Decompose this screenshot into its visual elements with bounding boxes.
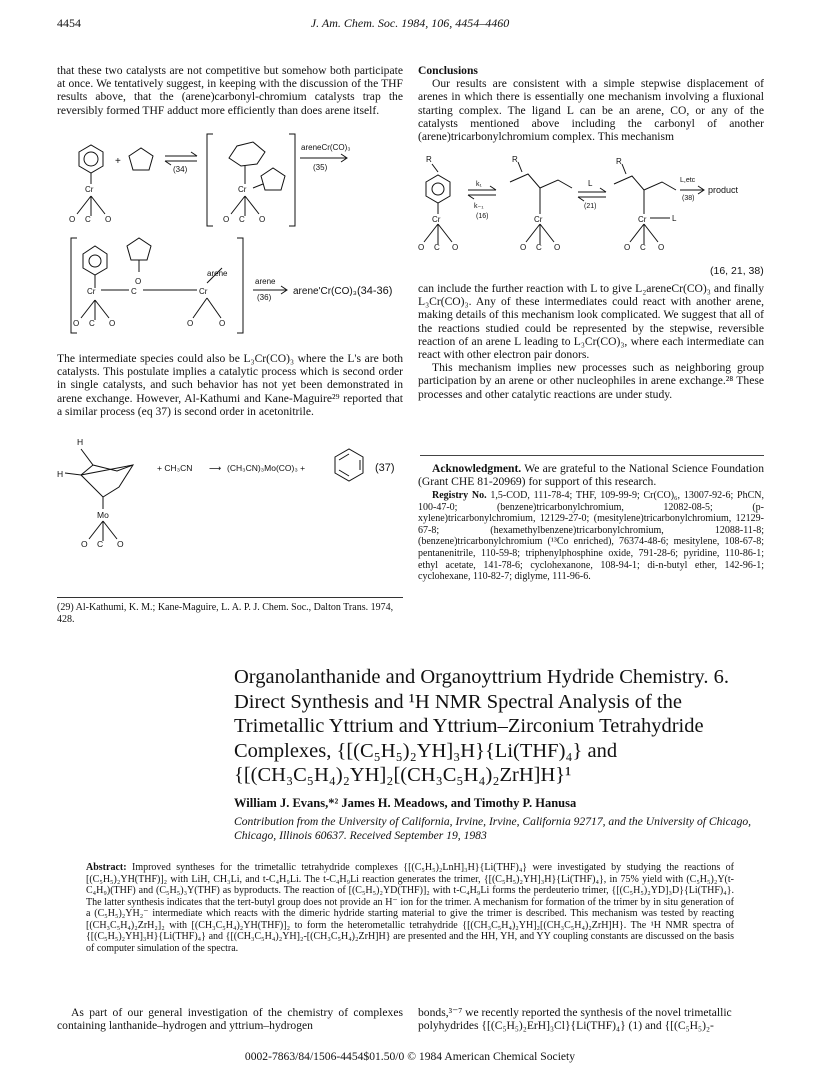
journal-citation: J. Am. Chem. Soc. 1984, 106, 4454–4460 [310,16,510,30]
registry-heading: Registry No. [432,490,487,501]
ack-heading: Acknowledgment. [432,462,522,475]
acknowledgment [418,462,764,488]
right-mechanism-paragraphs [418,282,764,401]
conclusions-text: Our results are consistent with a simple stepwise displacement of arenes in which there is essentially one mechanism involving a fluxional starting complex. The ligand L can be an arene, CO, or any of the catalysts mentioned above including the carbonyl of another (arene)tricarbonylchromium complex. This mechanism [418,77,764,144]
rate-label-38: (38) [682,195,695,202]
cr-label: Cr [85,185,94,194]
copyright-footer: 0002-7863/84/1506-4454$01.50/0 © 1984 American Chemical Society [244,1050,576,1063]
svg-text:O: O [109,319,116,328]
mo-label: Mo [97,510,109,520]
svg-text:C: C [434,243,440,252]
svg-text:O: O [105,215,112,224]
registry-text: 1,5-COD, 111-78-4; THF, 109-99-9; Cr(CO)₆, 13007-92-6; PhCN, 100-47-0; (benzene)tricarbonylchromium, 12082-08-5; (p-xylene)tricarbonylchromium, 12129-27-0; (mesitylene)tricarbonylchromium, 12129-67-8; (hexamethylbenzene)tricarbonylchromium, 12088-11-8; (benzene)tricarbonylchromium (¹³Co enriched), 76374-48-6; mesitylene, 108-67-8; pentanenitrile, 110-59-8; triphenylphosphine oxide, 791-28-6; pyridine, 110-86-1; ethyl acetate, 141-78-6; cyclohexanone, 108-94-1; di-n-butyl ether, 142-96-1; cyclohexane, 110-82-7; diglyme, 111-96-6. [418,490,764,583]
svg-text:Cr: Cr [534,215,543,224]
registry-numbers [418,490,764,583]
left-intro-paragraph [57,64,403,117]
svg-text:O: O [520,243,527,252]
svg-text:C: C [85,215,91,224]
svg-text:O: O [135,277,142,286]
body-left-start [57,1006,403,1032]
svg-text:C: C [97,539,104,549]
eq37-arrow: ⟶ [209,463,222,473]
svg-text:O: O [219,319,226,328]
scheme-arene-exchange-thf [57,128,403,346]
body-right-text: bonds,³⁻⁷ we recently reported the synthesis of the novel trimetallic polyhydrides {[(C₅H₅)₂ErH]₃Cl}{Li(THF)₄} (1) and {[(C₅H₅)₂- [418,1006,732,1033]
svg-text:O: O [187,319,194,328]
rate-k-1: k₋₁ [474,203,484,210]
svg-text:O: O [658,243,665,252]
cr-label: Cr [87,287,96,296]
svg-text:C: C [239,215,245,224]
body-left-text: As part of our general investigation of the chemistry of complexes containing lanthanide–hydrogen and yttrium–hydrogen [57,1006,403,1033]
abstract [86,862,734,954]
equation-37 [57,435,403,555]
running-header [57,16,763,32]
svg-text:O: O [624,243,631,252]
scheme-arene-reagent: areneCr(CO)₃ [301,143,351,152]
abstract-text: Improved syntheses for the trimetallic tetrahydride complexes {[(C₅H₅)₂LnH]₃H}{Li(THF)₄} were investigated by studying the reactions of [(C₅H₅)₂YH(THF)]₂ with LiH, CH₃Li, and t-C₄H₉Li. The t-C₄H₉Li reaction generates the trimer, {[(C₅H₅)₂YH]₃H}{Li(THF)₄}, in 75% yield with (C₅H₅)₂Y(t-C₄H₉)(THF) and (C₅H₅)₃Y(THF) as byproducts. The reaction of [(C₅H₅)₂YD(THF)]₂ with t-C₄H₉Li forms the perdeuterio trimer, {[(C₅H₅)₂YD]₃D}{Li(THF)₄}. The latter synthesis indicates that the tert-butyl group does not provide an H⁻ ion for the trimer. A mechanism for formation of the trimer by in situ generation of a (C₅H₅)₂YH₂⁻ intermediate which reacts with the dimeric hydride starting material to give the trimer is described. This mechanism was tested by reacting [(CH₃C₅H₄)₂ZrH₂]₂ with [(CH₃C₅H₄)₂YH(THF)]₂ to form the heterometallic tetrahydride {[(CH₃C₅H₄)₂YH]₂[(CH₃C₅H₄)₂ZrH]H}. The ¹H NMR spectra of {[(C₅H₅)₂YH]₃H}{Li(THF)₄} and {[(CH₃C₅H₄)₂YH]₂-[(CH₃C₅H₄)₂ZrH]H} are presented and the HH, YH, and YY coupling constants are discussed on the basis of computer simulation of the spectra. [86,862,734,954]
svg-text:O: O [259,215,266,224]
scheme-equation-refs: (16, 21, 38) [710,265,764,277]
rate-label-34: (34) [173,165,188,174]
rate-label-35: (35) [313,163,328,172]
svg-text:O: O [117,539,124,549]
mechanism-text: can include the further reaction with L to give L₂areneCr(CO)₃ and finally L₃Cr(CO)₃. Any of these intermediates could react with another arene, making details of this mechanism look complicated. We suggest that all of the reactions studied could be represented by the stepwise, reversible reaction of an arene L leading to L₃Cr(CO)₃, where each intermediate can react with other electron pair donors. [418,282,764,362]
footnote-text: (29) Al-Kathumi, K. M.; Kane-Maguire, L. A. P. J. Chem. Soc., Dalton Trans. 1974, 428. [57,602,394,625]
rate-label-21: (21) [584,203,597,210]
svg-text:O: O [69,215,76,224]
svg-text:O: O [73,319,80,328]
left-paragraph-2 [57,352,403,418]
page-number: 4454 [57,16,81,30]
svg-text:Cr: Cr [432,215,441,224]
cr-label: Cr [238,185,247,194]
eq37-reagent: + CH₃CN [157,463,193,473]
svg-text:O: O [81,539,88,549]
abstract-heading: Abstract: [86,862,127,873]
svg-text:O: O [554,243,561,252]
section-divider [420,455,764,456]
scheme-arene-prime: arene [255,277,276,286]
ligand-l-etc: L,etc [680,177,696,184]
cr-label: Cr [199,287,208,296]
article-title: Organolanthanide and Organoyttrium Hydride Chemistry. 6. Direct Synthesis and ¹H NMR Spectral Analysis of the Trimetallic Yttrium and Yttrium–Zirconium Tetrahydride Complexes, {[(C₅H₅)₂YH]₃H}{Li(THF)₄} and {[(CH₃C₅H₄)₂YH]₂[(CH₃C₅H₄)₂ZrH]H}¹ [234,666,729,786]
svg-text:C: C [89,319,95,328]
equation-number-37: (37) [375,462,395,474]
ack-text: We are grateful to the National Science Foundation (Grant CHE 81-20969) for support of this research. [418,462,764,489]
ligand-l-label: L [672,214,677,223]
r-group-label: R [426,155,432,164]
scheme-stepwise-mechanism [418,152,764,278]
paragraph-intermediate: The intermediate species could also be L₃Cr(CO)₃ where the L's are both catalysts. This postulate implies a catalytic process which is second order in single catalysts, and such behavior has not yet been demonstrated in arene exchange. However, Al-Kathumi and Kane-Maguire²⁹ reported that a similar process (eq 37) is second order in acetonitrile. [57,352,403,418]
rate-label-16: (16) [476,213,489,220]
r-group-label: R [512,155,518,164]
rate-k1: k₁ [476,181,482,188]
svg-text:C: C [536,243,542,252]
scheme-arene-word: arene [207,269,228,278]
r-group-label: R [616,157,622,166]
body-right-start [418,1006,764,1032]
svg-text:C: C [640,243,646,252]
eq37-product: (CH₃CN)₃Mo(CO)₃ + [227,463,306,473]
hydrogen-label: H [57,469,64,479]
scheme-product: product [708,185,739,195]
svg-text:O: O [418,243,425,252]
article-authors: William J. Evans,*² James H. Meadows, and Timothy P. Hanusa [234,796,577,810]
conclusions-heading: Conclusions [418,64,478,77]
mechanism-implications: This mechanism implies new processes such as neighboring group participation by an arene or other nucleophiles in arene exchange.²⁸ These processes and other catalytic reactions are under study. [418,361,764,401]
ligand-l-label: L [588,179,593,188]
article-affiliation: Contribution from the University of California, Irvine, Irvine, California 92717, and the University of Chicago, Chicago, Illinois 60637. Received September 19, 1983 [234,815,752,842]
hydrogen-label: H [77,437,84,447]
intro-text: that these two catalysts are not competitive but somehow both participate at once. We tentatively suggest, in keeping with the discussion of the THF results above, that the (arene)carbonyl-chromium catalysts trap the reversibly formed THF adduct more efficiently than does arene itself. [57,64,403,117]
svg-text:C: C [131,287,137,296]
equation-numbers: (34-36) [357,285,393,297]
conclusions-section [418,64,764,143]
footnote-29 [57,597,403,625]
svg-text:O: O [452,243,459,252]
svg-text:O: O [223,215,230,224]
svg-text:Cr: Cr [638,215,647,224]
rate-label-36: (36) [257,293,272,302]
scheme-product: arene'Cr(CO)₃ [293,286,357,297]
svg-text:+: + [115,156,121,167]
